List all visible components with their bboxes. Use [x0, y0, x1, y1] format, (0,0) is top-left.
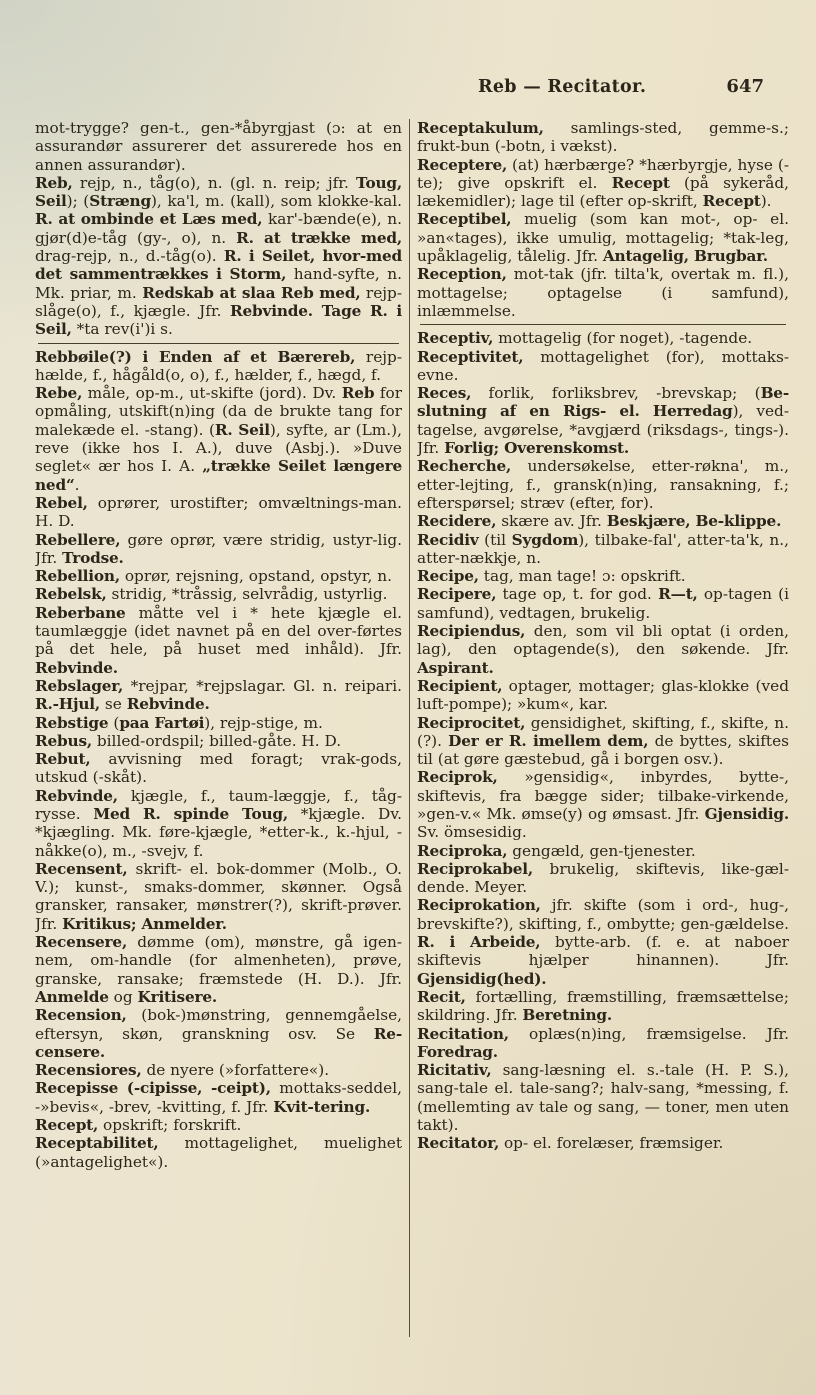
entry-text: kar'-bænde(e), n. gjør(d)e-tåg (gy-, o), n. — [35, 210, 402, 247]
dictionary-entry — [417, 329, 789, 347]
headword: Rebbøile(?) i Enden af et Bærereb, — [35, 347, 356, 366]
headword: Receptivitet, — [417, 347, 524, 366]
headword: Rebel, — [35, 493, 88, 512]
entry-text: brukelig, skiftevis, like-gæl-dende. Meyer. — [417, 859, 789, 897]
entry-text: mot-tak (jfr. tilta'k, overtak m. fl.), mottagelse; optagelse (i samfund), inlæmmelse. — [417, 265, 789, 320]
column-divider — [409, 119, 410, 1337]
entry-text: forlik, forliksbrev, -brevskap; ( — [471, 384, 761, 403]
page-header — [0, 76, 816, 100]
headword: Toug, Seil — [35, 173, 402, 211]
entry-text: stridig, *tråssig, selvrådig, ustyrlig. — [106, 585, 388, 604]
entry-text: samlings-sted, gemme-s.; frukt-bun (-botn, i vækst). — [417, 119, 789, 156]
dictionary-entry — [417, 585, 789, 622]
entry-text: fortælling, fræmstilling, fræmsættelse; skildring. Jfr. — [417, 987, 789, 1025]
headword: Rebslager, — [35, 676, 124, 695]
headword: Sygdom — [511, 530, 579, 549]
headword: Receptakulum, — [417, 119, 544, 137]
headword: Redskab at slaa Reb med, — [142, 283, 361, 302]
headword: Med R. spinde Toug, — [93, 804, 289, 823]
dictionary-entry — [35, 1116, 402, 1134]
section-divider — [420, 324, 786, 325]
entry-text: rejp-hælde, f., hågåld(o, o), f., hælder, f., hægd, f. — [35, 347, 402, 384]
dictionary-entry — [417, 119, 789, 156]
entry-text: (på sykeråd, lækemidler); lage til (efter op-skrift, — [417, 173, 789, 211]
entry-text: drag-rejp, n., d.-tåg(o). — [35, 247, 224, 266]
entry-text: mottagelighet, muelighet (»antagelighet«). — [35, 1134, 402, 1171]
headword: Recitator, — [417, 1134, 500, 1153]
headword: Rebellere, — [35, 530, 121, 549]
entry-text: Sv. ömsesidig. — [417, 823, 527, 842]
headword: Rebelsk, — [35, 585, 107, 604]
headword: Recensiores, — [35, 1061, 142, 1080]
entry-text: hand-syfte, n. Mk. priar, m. — [35, 265, 402, 302]
headword: Reberbane — [35, 603, 126, 622]
headword: Rebvinde. — [126, 695, 210, 714]
dictionary-entry — [35, 1061, 402, 1079]
section-divider — [38, 343, 399, 344]
dictionary-entry — [35, 604, 402, 677]
headword: Re-censere. — [35, 1024, 402, 1061]
dictionary-entry — [35, 119, 402, 174]
dictionary-entry — [417, 1061, 789, 1134]
entry-text: (at) hærbærge? *hærbyrgje, hyse (-te); give opskrift el. — [417, 155, 789, 192]
headword: Rebellion, — [35, 567, 120, 586]
headword: Rebvinde. Tage R. i Seil, — [35, 301, 402, 339]
entry-text: *rejpar, *rejpslagar. Gl. n. reipari. — [123, 676, 402, 695]
headword: Reciprocitet, — [417, 713, 526, 732]
entry-text: *ta rev(i')i s. — [71, 320, 173, 339]
headword: Recipe, — [417, 567, 479, 586]
entry-text: avvisning med foragt; vrak-gods, utskud (-skåt). — [35, 750, 402, 787]
dictionary-entry — [35, 714, 402, 732]
entry-text: opskrift; forskrift. — [98, 1116, 242, 1135]
dictionary-entry — [417, 384, 789, 457]
entry-text: op-tagen (i samfund), vedtagen, brukelig. — [417, 585, 789, 622]
headword: R. at trække med, — [236, 228, 402, 247]
dictionary-entry — [417, 156, 789, 211]
headword: R. at ombinde et Læs med, — [35, 210, 263, 229]
headword: Reciproka, — [417, 841, 508, 860]
entry-text: op- el. forelæser, fræmsiger. — [499, 1134, 724, 1153]
entry-text: ); ( — [66, 192, 90, 211]
headword: Aspirant. — [417, 658, 494, 677]
dictionary-entry — [417, 896, 789, 987]
dictionary-entry — [417, 677, 789, 714]
headword: Stræng — [89, 192, 151, 211]
dictionary-entry — [417, 567, 789, 585]
entry-text: se — [100, 695, 127, 714]
headword: Recidere, — [417, 512, 497, 531]
dictionary-entry — [417, 457, 789, 512]
headword: Recept — [702, 192, 761, 211]
headword: Reb, — [35, 173, 73, 192]
headword: Gjensidig(hed). — [417, 969, 547, 988]
entry-text: for opmåling, utskift(n)ing (da de brukte tang for malekæde el. -stang). ( — [35, 384, 402, 439]
headword: Ricitativ, — [417, 1061, 492, 1080]
entry-text: »gensidig«, inbyrdes, bytte-, skiftevis, fra bægge sider; tilbake-virkende, »gen-v.« Mk. ømse(y) og ømsast. Jfr. — [417, 768, 789, 823]
headword: Reception, — [417, 265, 507, 284]
dictionary-entry — [35, 494, 402, 531]
headword: Recitation, — [417, 1024, 509, 1043]
headword: Foredrag. — [417, 1042, 498, 1061]
dictionary-entry — [35, 860, 402, 933]
headword: Receptiv, — [417, 329, 494, 348]
entry-text: måtte vel i * hete kjægle el. taumlæggje (idet navnet på en del over-førtes på det hele, på huset med inhåld). Jfr. — [35, 603, 402, 659]
entry-text: ), rejp-stige, m. — [204, 713, 323, 732]
headword: Recipient, — [417, 676, 503, 695]
entry-text: oprør, rejsning, opstand, opstyr, n. — [119, 567, 392, 586]
entry-text: (til — [478, 530, 512, 549]
headword: Recensent, — [35, 859, 128, 878]
entry-text: . — [74, 475, 80, 494]
entry-text: rejp, n., tåg(o), n. (gl. n. reip; jfr. — [72, 173, 357, 192]
dictionary-entry — [417, 1025, 789, 1062]
headword: Rebvinde, — [35, 786, 118, 805]
entry-text: ), ved-tagelse, avgørelse, *avgjærd (riksdags-, tings-). Jfr. — [417, 402, 789, 458]
entry-text: tag, man tage! ɔ: opskrift. — [478, 567, 686, 586]
entry-text: sang-læsning el. s.-tale (H. P. S.), sang-tale el. tale-sang?; halv-sang, *messing, f. (mellemting av tale og sang, — toner, men uten takt). — [417, 1061, 789, 1135]
dictionary-entry — [417, 988, 789, 1025]
headword: Reb — [341, 384, 375, 403]
entry-text: tage op, t. for god. — [496, 585, 659, 604]
dictionary-entry — [35, 567, 402, 585]
entry-text: ), tilbake-fal', atter-ta'k, n., atter-nækkje, n. — [417, 530, 789, 567]
headword: Rebvinde. — [35, 658, 118, 677]
headword: R—t, — [658, 585, 698, 604]
dictionary-entry — [35, 787, 402, 860]
dictionary-entry — [417, 348, 789, 385]
entry-text: bytte-arb. (f. e. at naboer skiftevis hjælper hinannen). Jfr. — [417, 933, 789, 970]
dictionary-entry — [35, 174, 402, 339]
dictionary-entry — [35, 585, 402, 603]
left-column — [35, 119, 402, 1337]
headword: Recept — [611, 173, 670, 192]
dictionary-entry — [417, 860, 789, 897]
dictionary-entry — [417, 622, 789, 677]
headword: Der er R. imellem dem, — [448, 731, 649, 750]
headword: Recherche, — [417, 457, 512, 476]
headword: Reciprok, — [417, 768, 498, 787]
headword: Recept, — [35, 1116, 99, 1135]
headword: Recipere, — [417, 585, 497, 604]
headword: Kvit-tering. — [273, 1097, 371, 1116]
entry-text: kjægle, f., taum-læggje, f., tåg-rysse. — [35, 786, 402, 823]
dictionary-entry — [417, 512, 789, 530]
headword: Rebstige — [35, 713, 109, 732]
headword: Reciprokabel, — [417, 859, 534, 878]
entry-text: oprører, urostifter; omvæltnings-man. H. D. — [35, 493, 402, 531]
entry-text: undersøkelse, etter-røkna', m., etter-lejting, f., gransk(n)ing, ransakning, f.; efterspørsel; stræv (efter, for). — [417, 457, 789, 512]
right-column — [417, 119, 789, 1337]
entry-text: måle, op-m., ut-skifte (jord). Dv. — [82, 384, 342, 403]
entry-text: mottaks-seddel, -»bevis«, -brev, -kvitting, f. Jfr. — [35, 1079, 402, 1116]
text-columns — [35, 119, 789, 1337]
dictionary-entry — [35, 750, 402, 787]
entry-text: muelig (som kan mot-, op- el. »an«tages), ikke umulig, mottagelig; *tak-leg, upåklagelig, tålelig. Jfr. — [417, 210, 789, 266]
dictionary-entry — [35, 384, 402, 494]
dictionary-entry — [417, 210, 789, 265]
headword: Kritisere. — [137, 987, 217, 1006]
entry-text: mot-trygge? gen-t., gen-*åbyrgjast (ɔ: at en assurandør assurerer det assurerede hos en annen assurandør). — [35, 119, 402, 174]
entry-text: rejp-slåge(o), f., kjægle. Jfr. — [35, 283, 402, 320]
entry-text: ), syfte, ar (Lm.), reve (ikke hos I. A.), duve (Asbj.). »Duve seglet« ær hos I. A. — [35, 420, 402, 476]
entry-text: jfr. skifte (som i ord-, hug-, brevskifte?), skifting, f., ombytte; gen-gældelse. — [417, 896, 789, 933]
dictionary-entry — [417, 768, 789, 841]
headword: „trække Seilet længere ned“ — [35, 457, 402, 494]
dictionary-entry — [35, 1006, 402, 1061]
dictionary-entry — [417, 1134, 789, 1152]
entry-text: de byttes, skiftes til (at gøre gæstebud, gå i borgen osv.). — [417, 731, 789, 769]
headword: Recidiv — [417, 530, 479, 549]
headword: Receptibel, — [417, 210, 512, 229]
entry-text: oplæs(n)ing, fræmsigelse. Jfr. — [508, 1024, 789, 1043]
entry-text: dømme (om), mønstre, gå igen-nem, om-handle (for almenheten), prøve, granske, ransake; fræmstede (H. D.). Jfr. — [35, 933, 402, 988]
entry-text: mottagelighet (for), mottaks-evne. — [417, 347, 789, 384]
dictionary-entry — [35, 1134, 402, 1171]
headword: Forlig; Overenskomst. — [444, 439, 629, 458]
entry-text: billed-ordspil; billed-gåte. H. D. — [92, 731, 342, 750]
headword: Receptere, — [417, 155, 508, 174]
headword: Recension, — [35, 1006, 127, 1025]
headword: Reces, — [417, 384, 472, 403]
dictionary-entry — [35, 677, 402, 714]
entry-text: de nyere (»forfattere«). — [141, 1061, 330, 1080]
entry-text: skære av. Jfr. — [496, 512, 607, 531]
entry-text: gøre oprør, være stridig, ustyr-lig. Jfr. — [35, 530, 402, 567]
headword: Rebut, — [35, 750, 91, 769]
headword: Reciprokation, — [417, 896, 541, 915]
headword: Gjensidig. — [704, 804, 789, 823]
headword: Anmelde — [35, 987, 109, 1006]
headword: Kritikus; Anmelder. — [62, 914, 227, 933]
headword: R.-Hjul, — [35, 695, 101, 714]
entry-text: skrift- el. bok-dommer (Molb., O. V.); kunst-, smaks-dommer, skønner. Også gransker, ransaker, mønstrer(?), skrift-prøver. Jfr. — [35, 859, 402, 933]
dictionary-entry — [417, 531, 789, 568]
dictionary-entry — [35, 531, 402, 568]
dictionary-entry — [417, 714, 789, 769]
headword: R. Seil — [214, 420, 270, 439]
entry-text: gensidighet, skifting, f., skifte, n.(?). — [417, 713, 789, 750]
entry-text: og — [108, 987, 138, 1006]
headword: Rebe, — [35, 384, 83, 403]
entry-text: (bok-)mønstring, gennemgåelse, eftersyn, skøn, granskning osv. Se — [35, 1006, 402, 1043]
dictionary-entry — [417, 265, 789, 320]
headword: Beretning. — [522, 1006, 613, 1025]
headword: R. i Seilet, hvor-med det sammentrækkes i Storm, — [35, 247, 402, 284]
headword: Receptabilitet, — [35, 1134, 159, 1153]
headword: R. i Arbeide, — [417, 933, 541, 952]
headword: Rebus, — [35, 731, 92, 750]
entry-text: gengæld, gen-tjenester. — [507, 841, 696, 860]
page-number: 647 — [726, 76, 764, 97]
running-head: Reb — Recitator. — [478, 77, 647, 97]
entry-text: *kjægle. Dv. *kjægling. Mk. føre-kjægle, *etter-k., k.-hjul, -nåkke(o), m., -svejv, f. — [35, 804, 402, 860]
entry-text: den, som vil bli optat (i orden, lag), den optagende(s), den søkende. Jfr. — [417, 622, 789, 659]
entry-text: optager, mottager; glas-klokke (ved luft-pompe); »kum«, kar. — [417, 676, 789, 714]
headword: Recipiendus, — [417, 622, 526, 641]
headword: Recit, — [417, 987, 466, 1006]
entry-text: ), ka'l, m. (kall), som klokke-kal. — [150, 192, 402, 211]
entry-text: ). — [760, 192, 772, 211]
headword: Recepisse (-cipisse, -ceipt), — [35, 1079, 271, 1098]
headword: Trodse. — [62, 548, 124, 567]
dictionary-entry — [35, 732, 402, 750]
headword: Antagelig, Brugbar. — [602, 247, 768, 266]
headword: Recensere, — [35, 933, 128, 952]
headword: Be-slutning af en Rigs- el. Herredag — [417, 384, 789, 421]
dictionary-entry — [35, 933, 402, 1006]
entry-text: mottagelig (for noget), -tagende. — [493, 329, 753, 348]
dictionary-entry — [35, 348, 402, 385]
entry-text: ( — [108, 713, 120, 732]
headword: Beskjære, Be-klippe. — [606, 512, 782, 531]
headword: paa Fartøi — [119, 713, 205, 732]
dictionary-entry — [417, 842, 789, 860]
dictionary-entry — [35, 1079, 402, 1116]
